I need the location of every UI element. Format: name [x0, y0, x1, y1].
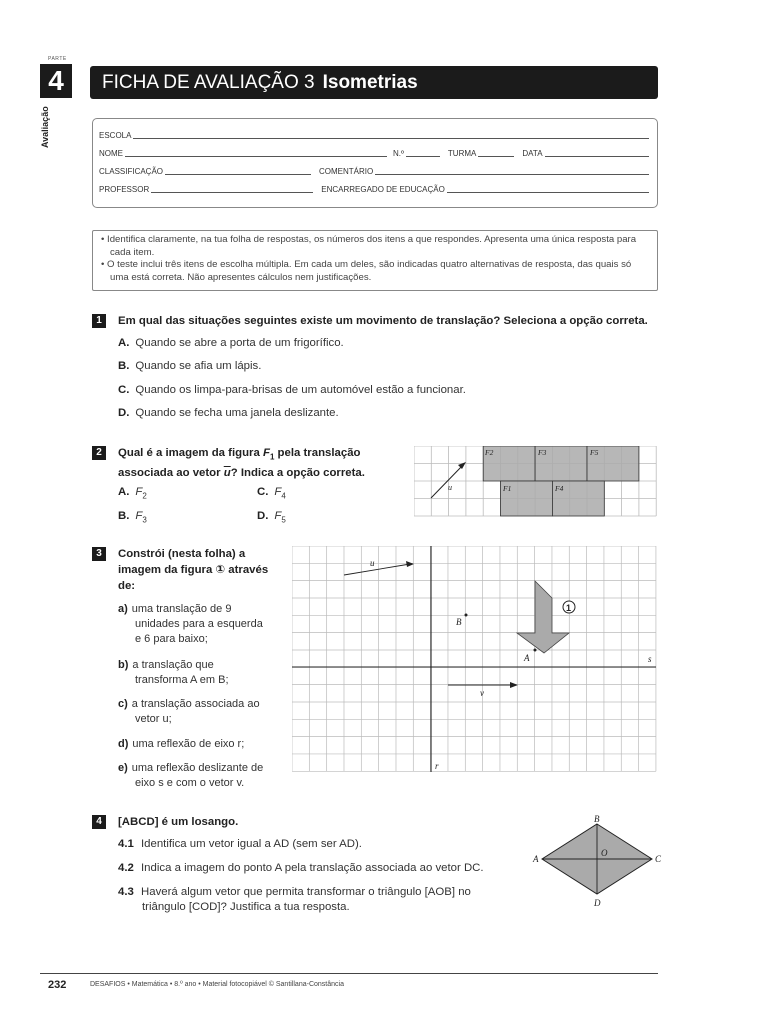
- nome-field[interactable]: [125, 156, 387, 157]
- option-figure: F: [135, 486, 143, 498]
- figure-1-label: 1: [566, 603, 572, 613]
- q1-option-b[interactable]: [118, 360, 261, 372]
- footer-divider: [40, 973, 658, 974]
- item-number: 4.3: [118, 886, 134, 898]
- point-a-label: A: [524, 653, 530, 663]
- page-number: 232: [48, 979, 67, 991]
- item-letter: d): [118, 738, 129, 750]
- vector-u-arrowhead: [458, 462, 466, 469]
- data-field[interactable]: [545, 156, 649, 157]
- item-line: a translação associada ao: [131, 698, 260, 710]
- q2-translation-grid: [414, 446, 658, 518]
- option-letter: A.: [118, 337, 130, 349]
- q3-item-d: [118, 737, 244, 752]
- figure-1-arrow-shape: [517, 581, 572, 653]
- option-letter: B.: [118, 510, 130, 522]
- q1-option-d[interactable]: [118, 407, 339, 419]
- student-info-box: [92, 118, 658, 208]
- professor-label: PROFESSOR: [99, 185, 150, 194]
- item-line: transforma A em B;: [135, 674, 229, 686]
- encarregado-label: ENCARREGADO DE EDUCAÇÃO: [321, 185, 445, 194]
- axis-r-label: r: [435, 761, 439, 771]
- item-line: eixo s e com o vetor v.: [135, 777, 245, 789]
- item-letter: e): [118, 762, 128, 774]
- question-2-text: [118, 445, 365, 481]
- q2-vector-symbol: $\overline{u}$: [223, 467, 231, 480]
- q3-line: Constrói (nesta folha) a: [118, 548, 246, 560]
- data-label: DATA: [522, 149, 543, 158]
- comentario-field[interactable]: [375, 174, 649, 175]
- vertex-b-label: B: [594, 814, 600, 824]
- point-b-label: B: [456, 617, 462, 627]
- side-label: Avaliação: [40, 106, 50, 148]
- vector-v-arrowhead: [510, 682, 518, 688]
- item-number: 4.1: [118, 838, 134, 850]
- vertex-a-label: A: [533, 854, 539, 864]
- vector-u-arrow: [344, 564, 410, 575]
- instruction-2: • O teste inclui três itens de escolha múltipla. Em cada um deles, são indicadas quatro alternativas de resposta, das quais só uma está correta. Não apresentes cálculos nem justificações.: [101, 259, 632, 283]
- point-b: [465, 614, 468, 617]
- option-figure: F: [274, 486, 282, 498]
- q4-item-1: [118, 837, 362, 852]
- q2-text-part: Qual é a imagem da figura: [118, 447, 263, 459]
- question-1-number: 1: [92, 314, 106, 328]
- label-f3: F3: [538, 448, 547, 457]
- instruction-1: • Identifica claramente, na tua folha de respostas, os números dos itens a que respondes. Apresenta uma única resposta para cada item.: [101, 234, 637, 258]
- q3-grid-lines: [292, 546, 656, 771]
- option-figure-index: 5: [281, 515, 286, 525]
- q1-option-a[interactable]: [118, 337, 344, 349]
- q2-option-c[interactable]: [257, 486, 286, 500]
- numero-label: N.º: [393, 149, 404, 158]
- item-text: Indica a imagem do ponto A pela translação associada ao vetor DC.: [141, 862, 484, 874]
- vector-u-label: u: [370, 558, 375, 568]
- label-f4: F4: [555, 484, 564, 493]
- q3-line: imagem da figura ① através: [118, 564, 269, 576]
- item-line: a translação que: [132, 659, 214, 671]
- q4-item-3: [118, 885, 471, 915]
- option-figure-index: 3: [142, 515, 147, 525]
- numero-field[interactable]: [406, 156, 440, 157]
- question-1-text: Em qual das situações seguintes existe um movimento de translação? Seleciona a opção correta.: [118, 315, 648, 327]
- question-3-number: 3: [92, 547, 106, 561]
- point-a: [534, 649, 537, 652]
- option-figure-index: 4: [281, 491, 286, 501]
- item-text: Haverá algum vetor que permita transformar o triângulo [AOB] no: [141, 886, 471, 898]
- vector-u-arrowhead: [406, 561, 414, 567]
- option-text: Quando os limpa-para-brisas de um automóvel estão a funcionar.: [135, 384, 466, 396]
- item-line: uma reflexão deslizante de: [131, 762, 264, 774]
- question-3-text: [118, 546, 268, 594]
- option-figure: F: [135, 510, 143, 522]
- q2-option-b[interactable]: [118, 510, 147, 524]
- parte-label: PARTE: [48, 56, 67, 62]
- q3-line: de:: [118, 580, 136, 592]
- item-letter: c): [118, 698, 128, 710]
- option-figure: F: [274, 510, 282, 522]
- axis-s-label: s: [648, 654, 652, 664]
- title-bar: [90, 66, 658, 99]
- question-2-number: 2: [92, 446, 106, 460]
- escola-label: ESCOLA: [99, 131, 132, 140]
- vertex-d-label: D: [594, 898, 601, 908]
- option-figure-index: 2: [142, 491, 147, 501]
- option-letter: D.: [118, 407, 130, 419]
- comentario-label: COMENTÁRIO: [319, 167, 374, 176]
- q2-text-part: ? Indica a opção correta.: [230, 467, 365, 480]
- q3-item-c: [118, 697, 260, 727]
- item-line: e 6 para baixo;: [135, 633, 208, 645]
- item-line: uma translação de 9: [131, 603, 232, 615]
- turma-label: TURMA: [447, 149, 477, 158]
- item-number: 4.2: [118, 862, 134, 874]
- professor-field[interactable]: [151, 192, 313, 193]
- item-line: uma reflexão de eixo r;: [132, 738, 245, 750]
- classificacao-field[interactable]: [165, 174, 311, 175]
- q4-rhombus-diagram: [530, 812, 664, 912]
- classificacao-label: CLASSIFICAÇÃO: [99, 167, 164, 176]
- q3-item-a: [118, 602, 263, 647]
- q2-option-d[interactable]: [257, 510, 286, 524]
- q2-text-part: pela translação: [274, 447, 361, 459]
- q2-figure-symbol: F: [262, 447, 270, 459]
- q3-coordinate-grid: [292, 546, 658, 774]
- q2-figure-index: 1: [269, 452, 275, 462]
- label-f5: F5: [590, 448, 599, 457]
- q2-option-a[interactable]: [118, 486, 147, 500]
- footer-text: DESAFIOS • Matemática • 8.º ano • Material fotocopiável © Santillana-Constância: [90, 981, 344, 988]
- option-letter: C.: [118, 384, 130, 396]
- nome-label: NOME: [99, 149, 123, 158]
- option-letter: A.: [118, 486, 130, 498]
- item-letter: a): [118, 603, 128, 615]
- item-line: unidades para a esquerda: [135, 618, 263, 630]
- option-text: Quando se afia um lápis.: [135, 360, 262, 372]
- item-text: Identifica um vetor igual a AD (sem ser AD).: [141, 838, 362, 850]
- label-f1: F1: [503, 484, 512, 493]
- question-4-number: 4: [92, 815, 106, 829]
- option-letter: D.: [257, 510, 269, 522]
- vertex-c-label: C: [655, 854, 662, 864]
- option-letter: B.: [118, 360, 130, 372]
- encarregado-field[interactable]: [447, 192, 649, 193]
- option-text: Quando se fecha uma janela deslizante.: [135, 407, 339, 419]
- q3-item-e: [118, 761, 263, 791]
- item-text: triângulo [COD]? Justifica a tua resposta.: [142, 901, 350, 913]
- q3-item-b: [118, 658, 229, 688]
- q1-option-c[interactable]: [118, 384, 466, 396]
- question-4-title: [ABCD] é um losango.: [118, 816, 239, 828]
- unit-number: 4: [40, 64, 72, 98]
- title-main: FICHA DE AVALIAÇÃO 3: [102, 71, 315, 93]
- vector-u-label: u: [448, 483, 452, 492]
- escola-field[interactable]: [133, 138, 649, 139]
- option-text: Quando se abre a porta de um frigorífico.: [135, 337, 344, 349]
- instructions-box: [92, 230, 658, 291]
- label-f2: F2: [485, 448, 494, 457]
- title-topic: Isometrias: [322, 71, 418, 93]
- center-o-label: O: [601, 848, 608, 858]
- item-line: vetor u;: [135, 713, 172, 725]
- vector-v-label: v: [480, 688, 484, 698]
- q4-item-2: [118, 861, 484, 876]
- option-letter: C.: [257, 486, 269, 498]
- q2-text-part: associada ao vetor: [118, 467, 224, 480]
- turma-field[interactable]: [478, 156, 514, 157]
- item-letter: b): [118, 659, 129, 671]
